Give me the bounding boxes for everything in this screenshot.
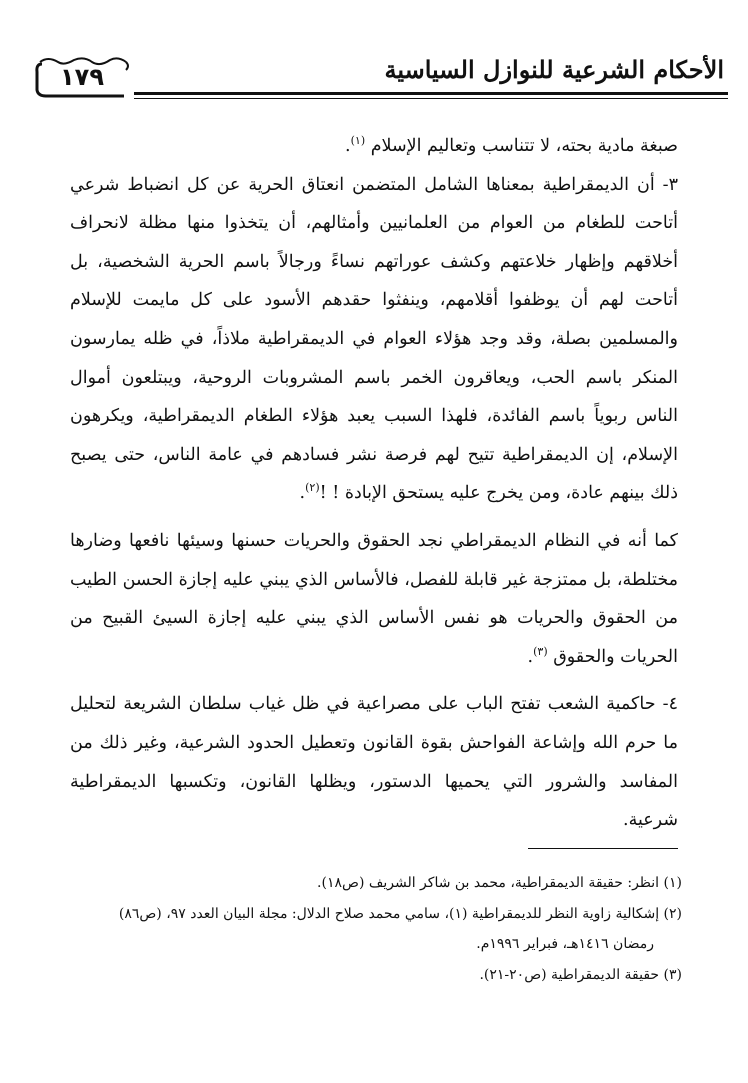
paragraph-1 [70,127,678,166]
page-number: ١٧٩ [60,63,104,91]
paragraph-1-end: . [345,136,351,156]
footnote-1: (١) انظر: حقيقة الديمقراطية، محمد بن شاكر الشريف (ص١٨). [317,875,682,891]
paragraph-3-end: . [527,646,534,667]
header-rule-thin [134,98,728,99]
paragraph-2 [70,166,678,513]
footnote-ref-3: (٣) [533,644,548,658]
running-title: الأحكام الشرعية للنوازل السياسية [384,55,724,84]
footnote-separator [528,848,678,849]
footnote-ref-1: (١) [350,134,366,148]
paragraph-3-text: كما أنه في النظام الديمقراطي نجد الحقوق والحريات حسنها وسيئها نافعها وضارها مختلطة، بل ممتزجة غير قابلة للفصل، فالأساس الذي يبني عليه إجازة الحسن الطيب من الحقوق والحريات هو نفس الأساس الذي يبني عليه إجازة السيئ القبيح من الحريات والحقوق [70,530,678,667]
paragraph-2-text: ٣- أن الديمقراطية بمعناها الشامل المتضمن انعتاق الحرية عن كل انضباط شرعي أتاحت للطغام من العوام من العلمانيين وأمثالهم، أن يتخذوا منها مظلة لانحراف أخلاقهم وإظهار خلاعتهم وكشف عوراتهم نساءً ورجالاً باسم الحرية الشخصية، بل أتاحت لهم أن يوظفوا أقلامهم، وينفثوا حقدهم الأسود على كل مايمت للإسلام والمسلمين بصلة، وقد وجد هؤلاء العوام في الديمقراطية ملاذاً، في ظله يمارسون المنكر باسم الحب، ويعاقرون الخمر باسم المشروبات الروحية، ويبتلعون أموال الناس ربوياً باسم الفائدة، فلهذا السبب يعبد هؤلاء الطغام الديمقراطية، ويكرهون الإسلام، إن الديمقراطية تتيح لهم فرصة نشر فسادهم في عامة الناس، حتى يصبح ذلك بينهم عادة، ومن يخرج عليه يستحق الإبادة ! ! [70,174,678,504]
footnote-3: (٣) حقيقة الديمقراطية (ص٢٠-٢١). [479,966,682,983]
footnote-ref-2: (٢) [305,481,320,495]
footnotes [70,868,682,990]
footnote-2-continuation: رمضان ١٤١٦هـ، فبراير ١٩٩٦م. [476,936,654,952]
paragraph-2-end: . [299,483,306,504]
header-rule-thick [134,92,728,95]
paragraph-4: ٤- حاكمية الشعب تفتح الباب على مصراعية في ظل غياب سلطان الشريعة لتحليل ما حرم الله وإشاعة الفواحش بقوة القانون وتعطيل الحدود الشرعية، وغير ذلك من المفاسد والشرور التي يحميها الدستور، ويظلها القانون، وتكسبها الديمقراطية شرعية. [70,694,678,831]
footnote-2: (٢) إشكالية زاوية النظر للديمقراطية (١)، سامي محمد صلاح الدلال: مجلة البيان العدد ٩٧، (ص٨٦) [118,905,682,922]
paragraph-1-text: صبغة مادية بحته، لا تتناسب وتعاليم الإسلام [370,136,678,156]
body-text [70,127,678,840]
paragraph-3 [70,522,678,676]
page-header [28,48,728,110]
